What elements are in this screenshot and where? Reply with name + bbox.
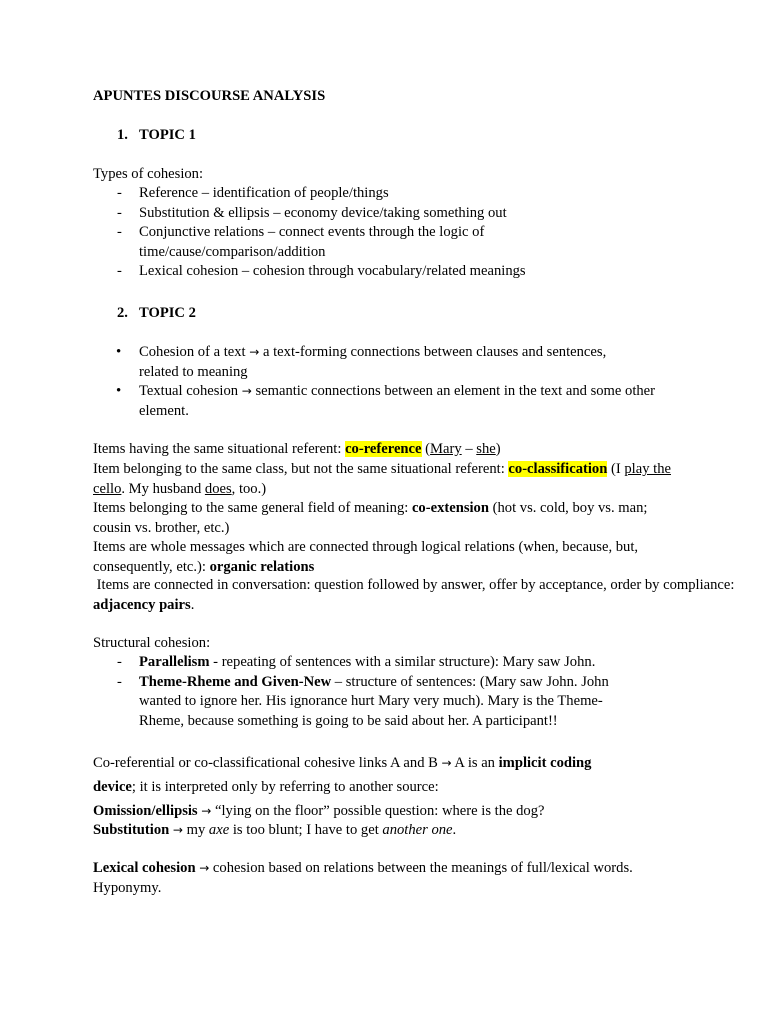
topic-2-number: 2. (117, 305, 128, 321)
arrow-icon: → (441, 756, 452, 770)
organic-relations-line (93, 538, 673, 577)
organic-term: organic relations (209, 558, 315, 575)
arrow-icon: → (172, 823, 183, 837)
adjacency-pairs-line (93, 576, 735, 615)
implicit-coding-term: implicit coding device (93, 755, 592, 795)
cohesion-types-heading: Types of cohesion: (93, 166, 204, 182)
topic-2-heading (93, 304, 393, 324)
coextension-text: Items belonging to the same general field of meaning: (93, 500, 409, 516)
coextension-line (93, 499, 653, 538)
coreference-highlight: co-reference (345, 441, 422, 457)
topic-1-label: TOPIC 1 (139, 127, 196, 143)
cohesion-types-list (93, 184, 669, 282)
list-item (93, 343, 649, 382)
example-play-cello: play the cello (93, 461, 671, 497)
theme-rheme-text: – structure of sentences: (Mary saw John. John wanted to ignore her. His ignorance hurt Mary very much). Mary is the Theme-Rheme, because something is going to be said about her. A participant!! (139, 673, 609, 729)
links-mid: A is an (451, 755, 499, 771)
paren-close: ) (495, 441, 501, 457)
list-item: - Conjunctive relations – connect events through the logic of time/cause/comparison/addition (93, 223, 539, 262)
list-item: - Lexical cohesion – cohesion through vocabulary/related meanings (93, 262, 669, 282)
lexical-cohesion-line (93, 859, 673, 898)
links-text: Co-referential or co-classificational cohesive links A and B (93, 755, 438, 771)
example-mid: . My husband (121, 480, 205, 497)
coclassification-text: Item belonging to the same class, but not the same situational referent: (93, 461, 505, 477)
adjacency-text: Items are connected in conversation: question followed by answer, offer by acceptance, order by compliance: (93, 577, 735, 593)
substitution-another-one: another one (382, 822, 453, 838)
parallelism-term: Parallelism (139, 654, 210, 670)
document-title: APUNTES DISCOURSE ANALYSIS (93, 88, 326, 104)
bullet-term: Cohesion of a text (139, 344, 246, 360)
topic-1-heading (93, 126, 393, 146)
coclassification-highlight: co-classification (508, 461, 608, 477)
arrow-icon: → (241, 384, 252, 398)
list-item: - Substitution & ellipsis – economy device/taking something out (93, 204, 669, 224)
arrow-icon: → (249, 345, 260, 359)
list-item (93, 382, 664, 421)
example-open: (I (607, 461, 625, 477)
omission-term: Omission/ellipsis (93, 803, 198, 819)
arrow-icon: → (201, 804, 212, 818)
substitution-period: . (452, 822, 457, 838)
structural-cohesion-list (93, 653, 669, 731)
list-item: - Reference – identification of people/things (93, 184, 669, 204)
example-mary: Mary (430, 441, 462, 457)
omission-line (93, 802, 673, 822)
substitution-line (93, 821, 673, 841)
theme-rheme-term: Theme-Rheme and Given-New (139, 673, 332, 690)
lexical-term: Lexical cohesion (93, 860, 196, 876)
links-post: ; it is interpreted only by referring to another source: (131, 779, 439, 795)
substitution-axe: axe (208, 822, 230, 838)
bullet-text: semantic connections between an element in the text and some other element. (139, 383, 656, 419)
coclassification-line (93, 460, 673, 499)
list-item (93, 673, 639, 732)
organic-text: Items are whole messages which are connected through logical relations (when, because, but, consequently, etc.): (93, 539, 639, 575)
topic-1-number: 1. (117, 127, 128, 143)
example-close: , too.) (231, 480, 267, 497)
dash: – (461, 441, 477, 457)
substitution-mid: is too blunt; I have to get (229, 822, 383, 838)
coreference-line (93, 440, 673, 460)
coextension-term: co-extension (411, 500, 489, 516)
coreference-text: Items having the same situational referent: (93, 441, 342, 457)
cohesive-links-line (93, 751, 638, 799)
parallelism-text: - repeating of sentences with a similar structure): Mary saw John. (209, 654, 596, 670)
substitution-pre: my (182, 822, 209, 838)
bullet-text: a text-forming connections between clauses and sentences, related to meaning (139, 344, 607, 380)
topic-2-bullet-list (93, 343, 664, 421)
example-does: does (204, 480, 232, 497)
paren-open: ( (425, 441, 431, 457)
arrow-icon: → (199, 861, 210, 875)
substitution-term: Substitution (93, 822, 170, 838)
adjacency-term: adjacency pairs (93, 596, 191, 613)
list-item (93, 653, 669, 673)
lexical-text: cohesion based on relations between the meanings of full/lexical words. Hyponymy. (93, 860, 633, 896)
coextension-examples: (hot vs. cold, boy vs. man; cousin vs. brother, etc.) (93, 500, 648, 536)
omission-text: “lying on the floor” possible question: where is the dog? (211, 803, 545, 819)
bullet-term: Textual cohesion (139, 383, 239, 399)
topic-2-label: TOPIC 2 (139, 305, 196, 321)
example-she: she (476, 441, 496, 457)
adjacency-period: . (190, 596, 195, 613)
structural-cohesion-heading: Structural cohesion: (93, 635, 211, 651)
